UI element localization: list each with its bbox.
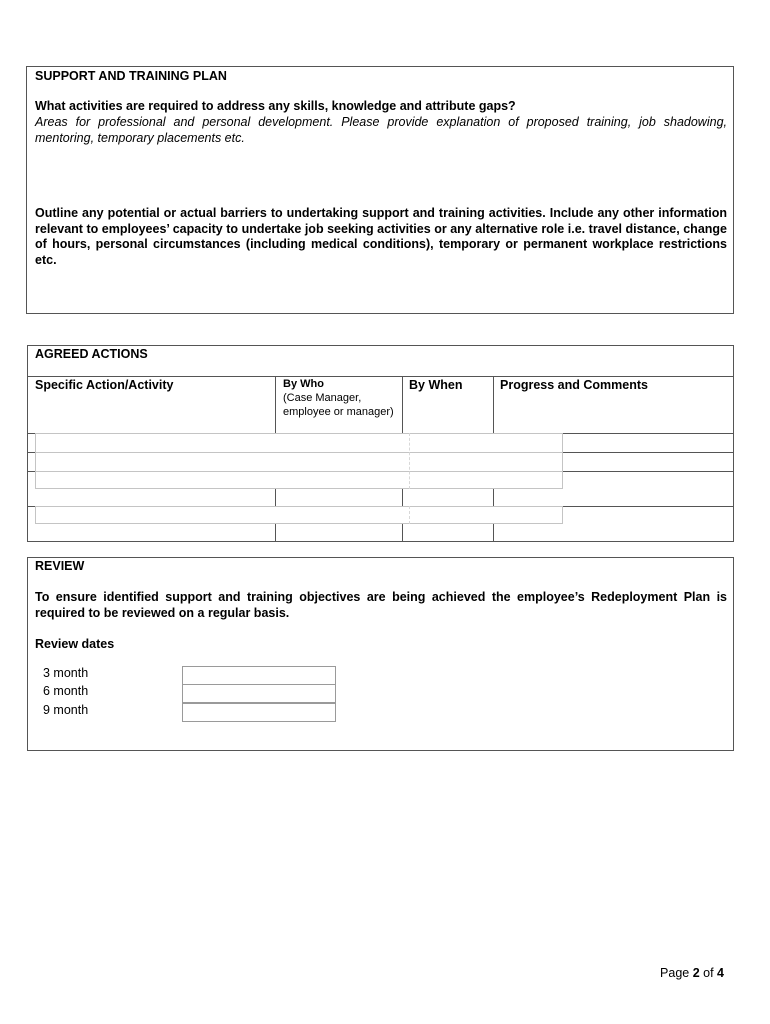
page-total: 4 xyxy=(717,966,724,980)
review-date-6-month-field[interactable] xyxy=(182,684,336,703)
page-separator: of xyxy=(699,966,718,980)
review-section xyxy=(27,557,734,751)
field-divider xyxy=(409,433,410,489)
support-training-section xyxy=(26,66,734,314)
review-date-label-6-month: 6 month xyxy=(43,684,89,698)
review-dates-label: Review dates xyxy=(35,637,115,651)
section-title: REVIEW xyxy=(35,559,85,573)
column-header-progress: Progress and Comments xyxy=(500,378,648,392)
column-divider xyxy=(275,376,276,433)
barriers-question: Outline any potential or actual barriers to undertaking support and training activities. Include any other information relevant to employees’ capacity to undertake job seeking activities or any alternative role i.e. travel distance, change of hours, personal circumstances (including medical conditions), temporary or permanent workplace restrictions etc. xyxy=(35,206,727,267)
section-title: SUPPORT AND TRAINING PLAN xyxy=(35,69,227,83)
column-divider xyxy=(402,487,403,506)
column-header-by-when: By When xyxy=(409,378,463,392)
review-date-3-month-field[interactable] xyxy=(182,666,336,685)
column-divider xyxy=(493,523,494,541)
column-divider xyxy=(493,487,494,506)
review-date-9-month-field[interactable] xyxy=(182,703,336,722)
column-header-action: Specific Action/Activity xyxy=(35,378,174,392)
skills-gap-help-text: Areas for professional and personal development. Please provide explanation of proposed training, job shadowing, mentoring, temporary placements etc. xyxy=(35,115,727,145)
page-current: 2 xyxy=(692,966,700,980)
column-header-by-who: By Who xyxy=(283,378,324,390)
column-divider xyxy=(493,376,494,433)
skills-gap-question: What activities are required to address any skills, knowledge and attribute gaps? xyxy=(35,99,516,113)
review-date-label-3-month: 3 month xyxy=(43,666,89,680)
table-rule xyxy=(28,376,733,377)
page-prefix: Page xyxy=(660,966,693,980)
column-divider xyxy=(402,523,403,541)
action-row-field[interactable] xyxy=(35,433,563,453)
column-divider xyxy=(275,523,276,541)
section-title: AGREED ACTIONS xyxy=(35,347,148,361)
agreed-actions-section xyxy=(27,345,734,542)
by-who-note: (Case Manager, employee or manager) xyxy=(283,392,394,418)
action-row-field[interactable] xyxy=(35,506,563,524)
column-divider xyxy=(275,487,276,506)
action-row-field[interactable] xyxy=(35,471,563,489)
review-date-label-9-month: 9 month xyxy=(43,703,89,717)
review-paragraph: To ensure identified support and training objectives are being achieved the employee’s Redeployment Plan is required to be reviewed on a regular basis. xyxy=(35,590,727,620)
action-row-field[interactable] xyxy=(35,452,563,472)
field-divider xyxy=(409,506,410,524)
page-number xyxy=(660,966,724,980)
column-divider xyxy=(402,376,403,433)
